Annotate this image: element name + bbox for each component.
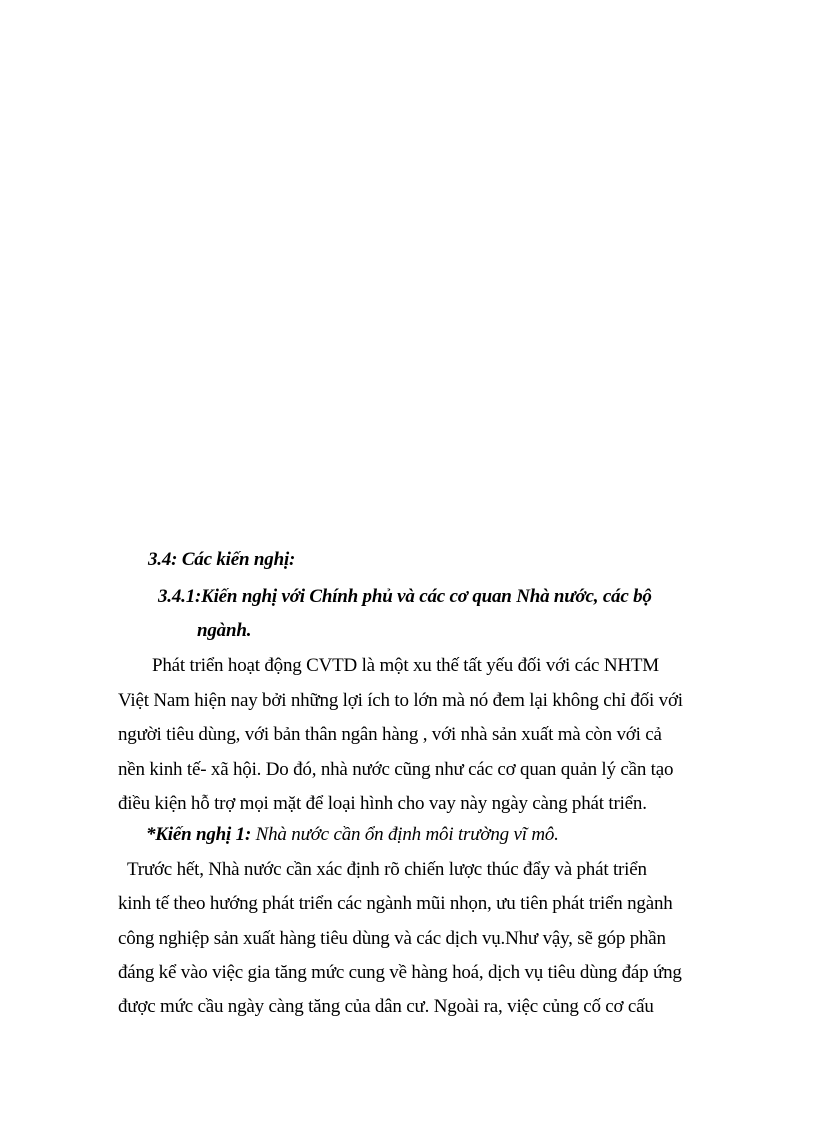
paragraph-1-line: Việt Nam hiện nay bởi những lợi ích to lớn mà nó đem lại không chỉ đối với (118, 690, 683, 711)
paragraph-2-line: kinh tế theo hướng phát triển các ngành mũi nhọn, ưu tiên phát triển ngành (118, 893, 673, 914)
recommendation-1-label: *Kiến nghị 1: (146, 824, 252, 845)
paragraph-2-line: đáng kể vào việc gia tăng mức cung về hàng hoá, dịch vụ tiêu dùng đáp ứng (118, 962, 682, 983)
recommendation-1-text: Nhà nước cần ổn định môi trường vĩ mô. (255, 824, 559, 845)
paragraph-1-line: Phát triển hoạt động CVTD là một xu thế tất yếu đối với các NHTM (152, 655, 659, 676)
section-heading: 3.4: Các kiến nghị: (148, 549, 296, 570)
paragraph-2-line: được mức cầu ngày càng tăng của dân cư. Ngoài ra, việc củng cố cơ cấu (118, 996, 654, 1017)
subsection-heading-line-2: ngành. (197, 620, 252, 641)
recommendation-1 (146, 823, 559, 847)
paragraph-2-line: Trước hết, Nhà nước cần xác định rõ chiến lược thúc đẩy và phát triển (127, 859, 647, 880)
subsection-heading-line-1: 3.4.1:Kiến nghị với Chính phủ và các cơ quan Nhà nước, các bộ (158, 586, 652, 607)
paragraph-2-line: công nghiệp sản xuất hàng tiêu dùng và các dịch vụ.Như vậy, sẽ góp phần (118, 928, 666, 949)
paragraph-1-line: người tiêu dùng, với bản thân ngân hàng , với nhà sản xuất mà còn với cả (118, 724, 662, 745)
paragraph-1-line: điều kiện hỗ trợ mọi mặt để loại hình cho vay này ngày càng phát triển. (118, 793, 647, 814)
paragraph-1-line: nền kinh tế- xã hội. Do đó, nhà nước cũng như các cơ quan quản lý cần tạo (118, 759, 674, 780)
